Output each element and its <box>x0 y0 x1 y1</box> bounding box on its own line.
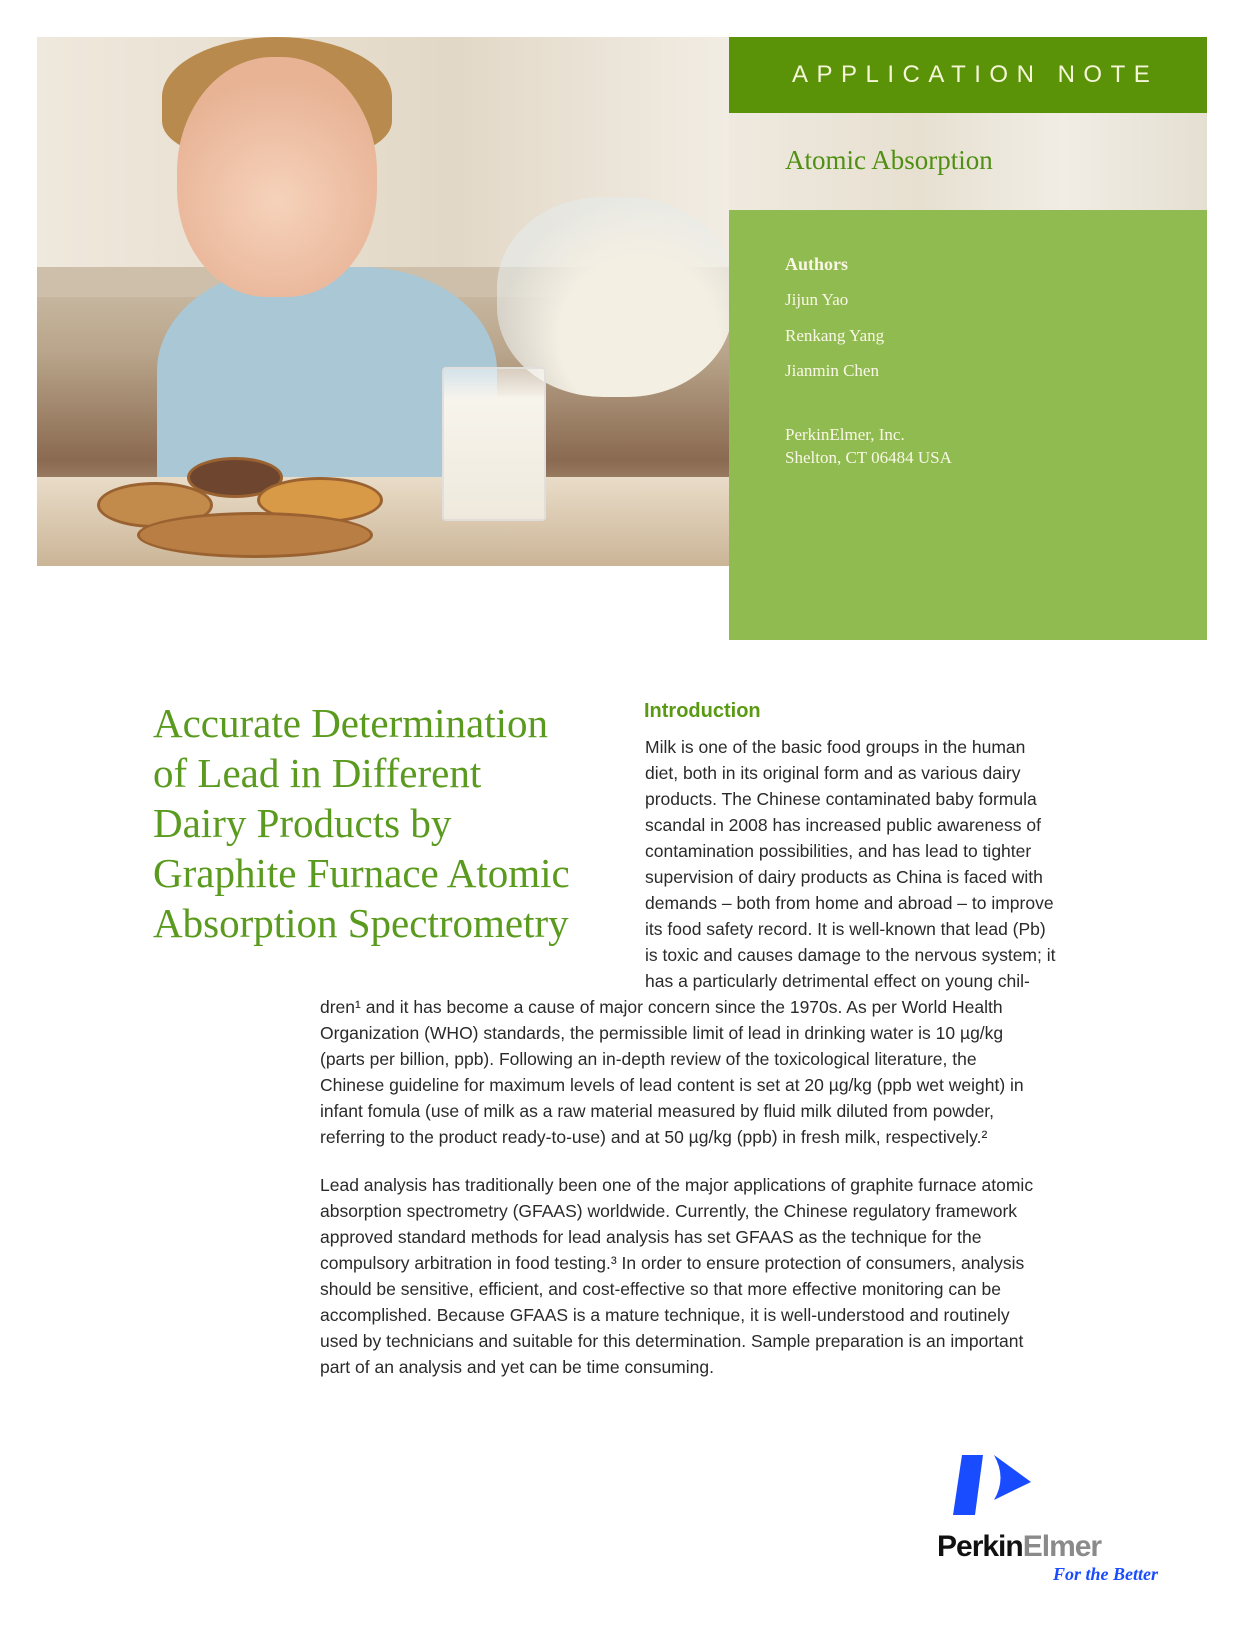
author-name: Renkang Yang <box>785 326 885 345</box>
affiliation-company: PerkinElmer, Inc. <box>785 425 905 444</box>
title-line: Absorption Spectrometry <box>153 900 569 946</box>
text-line: infant fomula (use of milk as a raw material measured by fluid milk diluted from powder, <box>320 1101 995 1121</box>
text-line: products. The Chinese contaminated baby formula <box>645 789 1037 809</box>
title-line: Graphite Furnace Atomic <box>153 850 570 896</box>
author-name: Jijun Yao <box>785 290 849 309</box>
text-line: scandal in 2008 has increased public awareness of <box>645 815 1041 835</box>
text-line: dren¹ and it has become a cause of major concern since the 1970s. As per World Health <box>320 997 1003 1017</box>
affiliation-address: Shelton, CT 06484 USA <box>785 448 952 467</box>
category-band <box>729 113 1207 210</box>
authors-panel <box>729 210 1207 640</box>
text-line: its food safety record. It is well-known that lead (Pb) <box>645 919 1046 939</box>
document-title <box>153 698 570 948</box>
text-line: has a particularly detrimental effect on young chil- <box>645 971 1030 991</box>
logo-tagline: For the Better <box>1053 1564 1159 1584</box>
perkinelmer-logo <box>935 1450 1175 1590</box>
text-line: should be sensitive, efficient, and cost-effective so that more effective monitoring can be <box>320 1279 1001 1299</box>
text-line: supervision of dairy products as China is faced with <box>645 867 1043 887</box>
text-line: accomplished. Because GFAAS is a mature technique, it is well-understood and routinely <box>320 1305 1010 1325</box>
category-label: Atomic Absorption <box>785 145 993 175</box>
logo-wordmark <box>937 1530 1101 1564</box>
title-line: Dairy Products by <box>153 800 452 846</box>
photo-milk-glass <box>442 367 546 521</box>
text-line: Organization (WHO) standards, the permissible limit of lead in drinking water is 10 µg/kg <box>320 1023 1004 1043</box>
logo-word-elmer: Elmer <box>1022 1530 1102 1563</box>
text-line: (parts per billion, ppb). Following an in-depth review of the toxicological literature, the <box>320 1049 977 1069</box>
text-line: absorption spectrometry (GFAAS) worldwide. Currently, the Chinese regulatory framework <box>320 1201 1018 1221</box>
authors-heading: Authors <box>785 254 849 274</box>
text-line: compulsory arbitration in food testing.³ In order to ensure protection of consumers, analysis <box>320 1253 1025 1273</box>
intro-paragraph-narrow <box>645 734 1055 994</box>
cover-photo <box>37 37 733 566</box>
title-line: of Lead in Different <box>153 750 482 796</box>
introduction-heading: Introduction <box>644 700 761 722</box>
text-line: used by technicians and suitable for this determination. Sample preparation is an important <box>320 1331 1024 1351</box>
logo-word-perkin: Perkin <box>937 1530 1023 1563</box>
text-line: demands – both from home and abroad – to improve <box>645 893 1054 913</box>
title-line: Accurate Determination <box>153 700 549 746</box>
application-note-banner <box>729 37 1207 113</box>
text-line: Lead analysis has traditionally been one of the major applications of graphite furnace atomic <box>320 1175 1034 1195</box>
text-line: diet, both in its original form and as various dairy <box>645 763 1021 783</box>
text-line: Milk is one of the basic food groups in the human <box>645 737 1026 757</box>
text-line: approved standard methods for lead analysis has set GFAAS as the technique for the <box>320 1227 982 1247</box>
intro-paragraph-wide <box>320 994 1024 1150</box>
text-line: contamination possibilities, and has lead to tighter <box>645 841 1032 861</box>
author-name: Jianmin Chen <box>785 361 879 380</box>
text-line: Chinese guideline for maximum levels of lead content is set at 20 µg/kg (ppb wet weight) in <box>320 1075 1024 1095</box>
photo-cookie <box>137 512 373 558</box>
text-line: is toxic and causes damage to the nervous system; it <box>645 945 1056 965</box>
intro-paragraph-2 <box>320 1172 1033 1380</box>
photo-child-face <box>177 57 377 297</box>
text-line: referring to the product ready-to-use) and at 50 µg/kg (ppb) in fresh milk, respectively.² <box>320 1127 988 1147</box>
application-note-label: APPLICATION NOTE <box>792 61 1159 88</box>
text-line: part of an analysis and yet can be time consuming. <box>320 1357 714 1377</box>
